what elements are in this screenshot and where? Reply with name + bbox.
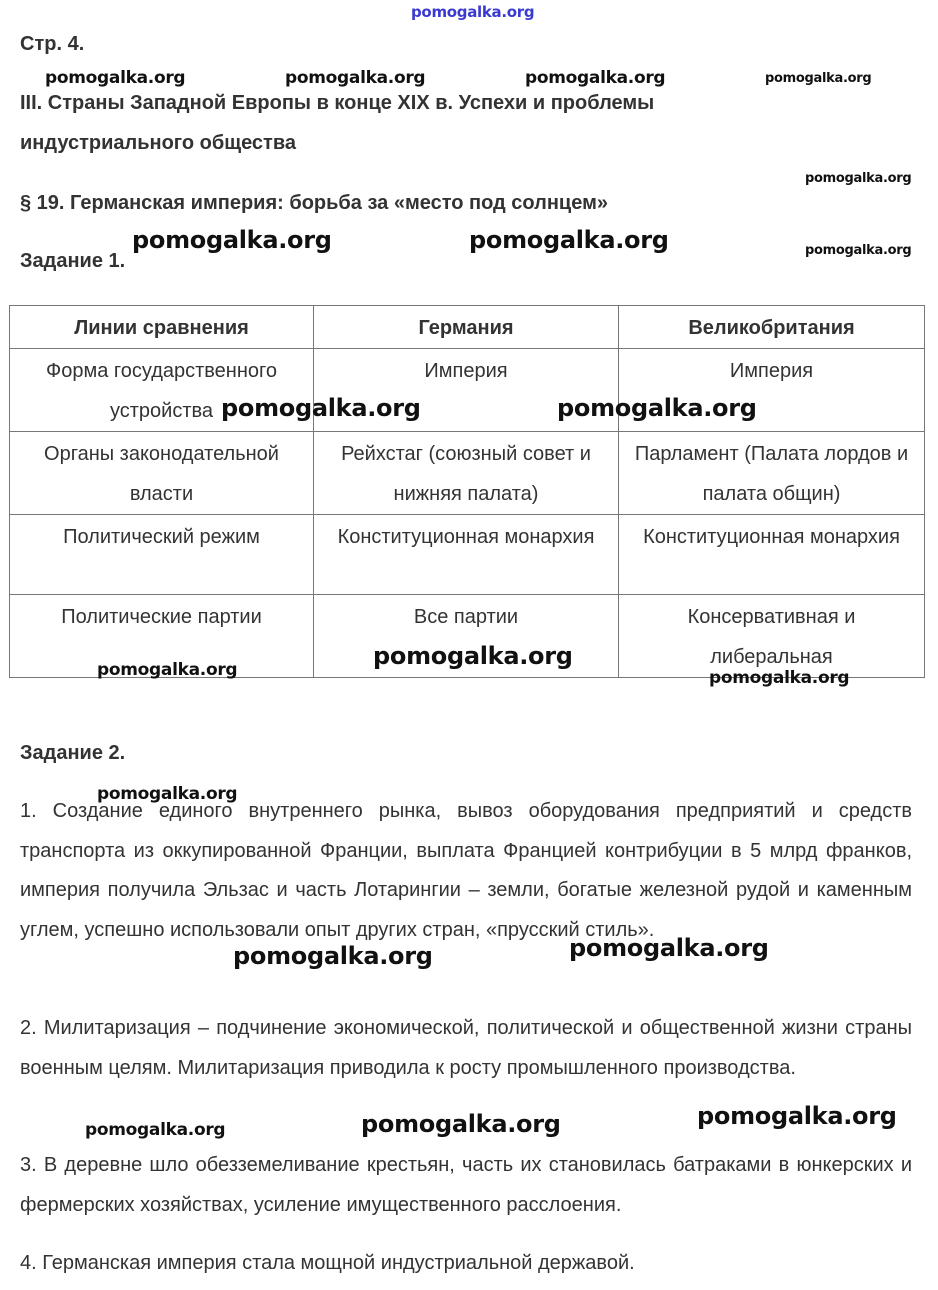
task2-item: 4. Германская империя стала мощной индустриальной державой. xyxy=(20,1252,635,1274)
watermark: pomogalka.org xyxy=(132,226,332,254)
table-cell: Органы законодательной власти xyxy=(10,432,314,515)
watermark: pomogalka.org xyxy=(233,942,433,970)
watermark: pomogalka.org xyxy=(97,784,238,804)
watermark: pomogalka.org xyxy=(85,1120,226,1140)
task2-item: 1. Создание единого внутреннего рынка, вывоз оборудования предприятий и средств транспорта из оккупированной Франции, выплата Францией контрибуции в 5 млрд франков, империя получила Эльзас и часть Лотарингии – земли, богатые железной рудой и каменным углем, успешно использовали опыт других стран, «прусский стиль». xyxy=(20,800,912,941)
table-cell: Империя xyxy=(314,349,619,432)
task1-title: Задание 1. xyxy=(20,250,126,272)
table-cell: Политические партии xyxy=(10,595,314,678)
watermark: pomogalka.org xyxy=(469,226,669,254)
watermark: pomogalka.org xyxy=(45,68,186,88)
watermark: pomogalka.org xyxy=(525,68,666,88)
section-title-line2: индустриального общества xyxy=(20,132,297,154)
table-cell: Все партии xyxy=(314,595,619,678)
task2-item: 2. Милитаризация – подчинение экономической, политической и общественной жизни страны военным целям. Милитаризация приводила к росту промышленного производства. xyxy=(20,1017,912,1079)
table-cell: Политический режим xyxy=(10,515,314,595)
table-header-row xyxy=(10,306,925,349)
paragraph-title: § 19. Германская империя: борьба за «место под солнцем» xyxy=(20,192,609,214)
watermark: pomogalka.org xyxy=(285,68,426,88)
watermark: pomogalka.org xyxy=(569,934,769,962)
table-cell: Консервативная и либеральная xyxy=(619,595,925,678)
table-header-cell: Германия xyxy=(314,306,619,349)
page-label: Стр. 4. xyxy=(20,33,85,55)
watermark-top: pomogalka.org xyxy=(411,3,535,21)
table-row xyxy=(10,515,925,595)
watermark: pomogalka.org xyxy=(557,394,757,422)
table-cell: Рейхстаг (союзный совет и нижняя палата) xyxy=(314,432,619,515)
task2-item: 3. В деревне шло обезземеливание крестьян, часть их становилась батраками в юнкерских и фермерских хозяйствах, усиление имущественного расслоения. xyxy=(20,1154,912,1216)
table-cell: Конституционная монархия xyxy=(314,515,619,595)
table-cell: Форма государственного устройства xyxy=(10,349,314,432)
table-row xyxy=(10,349,925,432)
watermark: pomogalka.org xyxy=(97,660,238,680)
table-cell: Империя xyxy=(619,349,925,432)
watermark: pomogalka.org xyxy=(361,1110,561,1138)
watermark: pomogalka.org xyxy=(709,668,850,688)
table-header-cell: Великобритания xyxy=(619,306,925,349)
watermark: pomogalka.org xyxy=(765,71,872,86)
task2-title: Задание 2. xyxy=(20,742,126,764)
table-row xyxy=(10,432,925,515)
table-cell: Конституционная монархия xyxy=(619,515,925,595)
watermark: pomogalka.org xyxy=(697,1102,897,1130)
watermark: pomogalka.org xyxy=(805,171,912,186)
watermark: pomogalka.org xyxy=(221,394,421,422)
comparison-table xyxy=(9,305,925,678)
table-header-cell: Линии сравнения xyxy=(10,306,314,349)
section-title-line1: III. Страны Западной Европы в конце XIX в. Успехи и проблемы xyxy=(20,92,655,114)
table-cell: Парламент (Палата лордов и палата общин) xyxy=(619,432,925,515)
watermark: pomogalka.org xyxy=(373,642,573,670)
watermark: pomogalka.org xyxy=(805,243,912,258)
